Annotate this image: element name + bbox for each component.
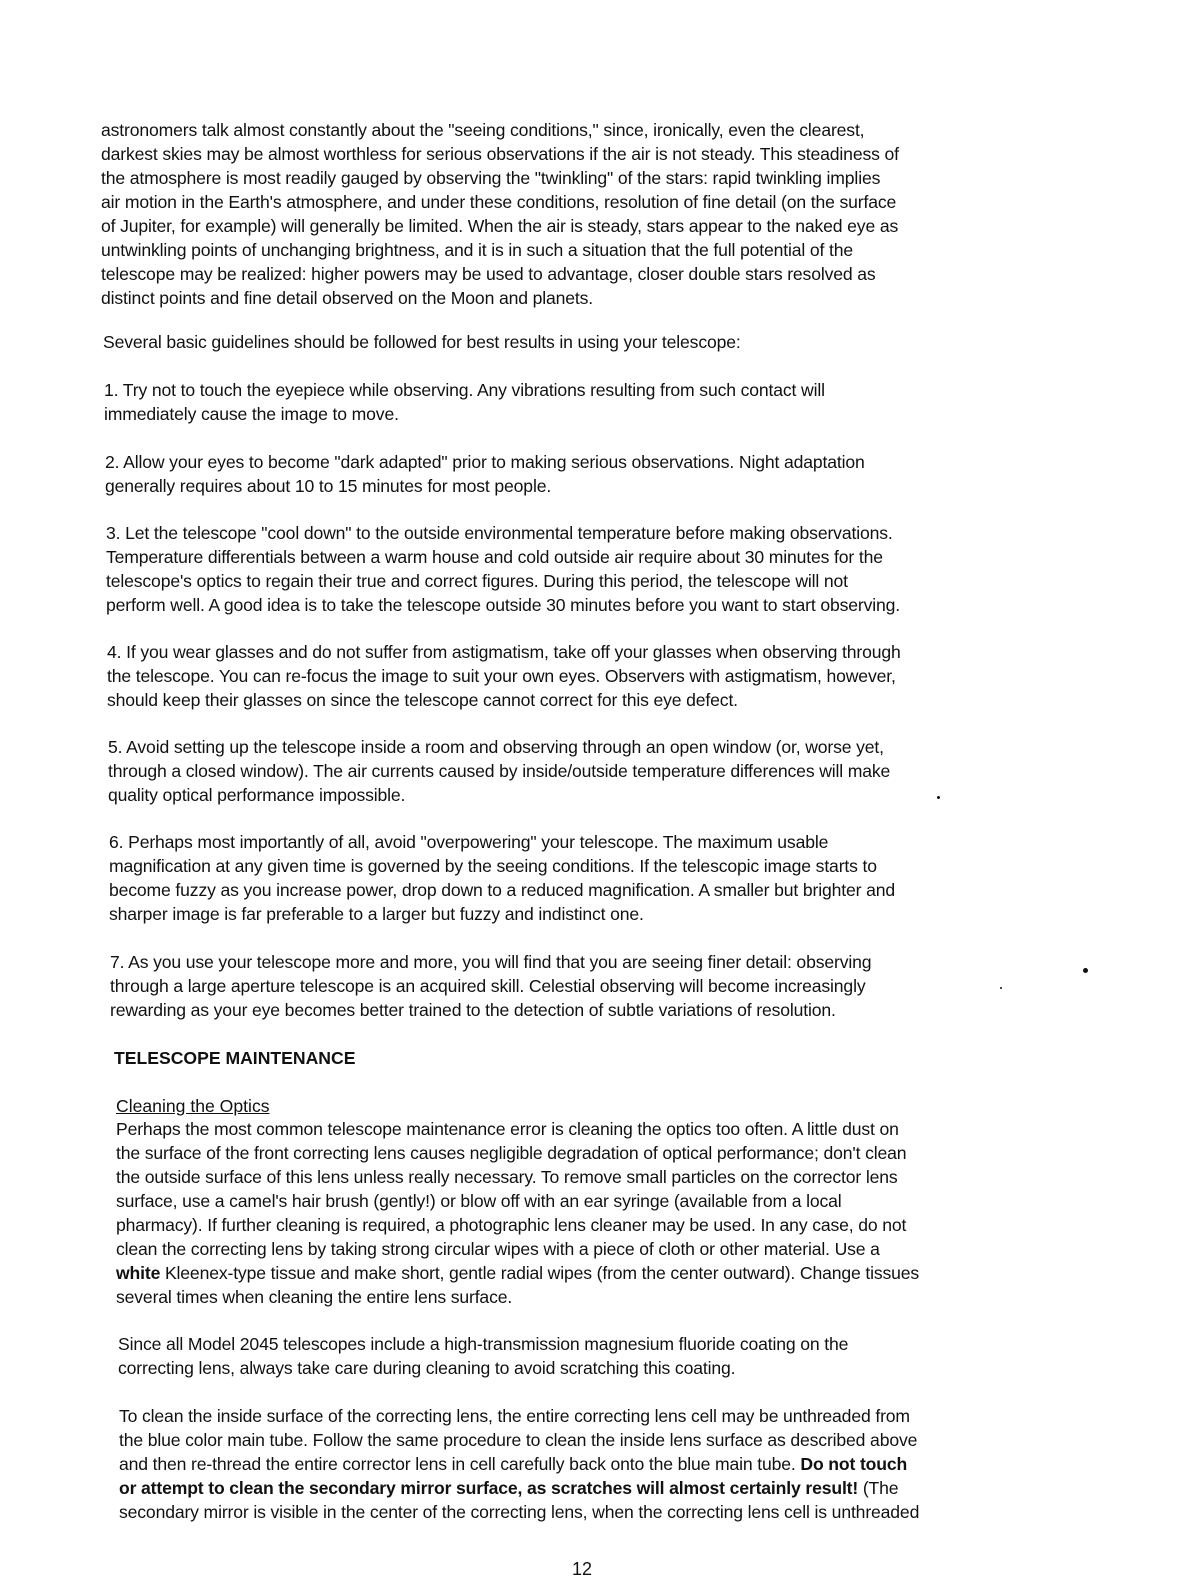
cleaning-paragraph-1-text-b: Kleenex-type tissue and make short, gentle radial wipes (from the center outward). Change tissues several times when cleaning the entire lens surface. [116, 1263, 920, 1307]
page-number: 12 [572, 1559, 593, 1579]
guideline-item-1: 1. Try not to touch the eyepiece while observing. Any vibrations resulting from such contact will immediately cause the image to move. [104, 380, 825, 424]
cleaning-paragraph-1-text-a: Perhaps the most common telescope maintenance error is cleaning the optics too often. A little dust on the surface of the front correcting lens causes negligible degradation of optical performance; don't clean the outside surface of this lens unless really necessary. To remove small particles on the corrector lens surface, use a camel's hair brush (gently!) or blow off with an ear syringe (available from a local pharmacy). If further cleaning is required, a photographic lens cleaner may be used. In any case, do not clean the correcting lens by taking strong circular wipes with a piece of cloth or other material. Use a [116, 1119, 907, 1259]
cleaning-paragraph-1 [116, 1117, 919, 1309]
guideline-item-6: 6. Perhaps most importantly of all, avoid "overpowering" your telescope. The maximum usable magnification at any given time is governed by the seeing conditions. If the telescopic image starts to become fuzzy as you increase power, drop down to a reduced magnification. A smaller but brighter and sharper image is far preferable to a larger but fuzzy and indistinct one. [109, 832, 895, 924]
cleaning-paragraph-3 [119, 1404, 919, 1524]
guideline-item-3: 3. Let the telescope "cool down" to the outside environmental temperature before making observations. Temperature differentials between a warm house and cold outside air require about 30 minutes for the telescope's optics to regain their true and correct figures. During this period, the telescope will not perform well. A good idea is to take the telescope outside 30 minutes before you want to start observing. [106, 523, 901, 615]
guideline-item-7: 7. As you use your telescope more and more, you will find that you are seeing finer detail: observing through a large aperture telescope is an acquired skill. Celestial observing will become increasingly rewarding as your eye becomes better trained to the detection of subtle variations of resolution. [110, 952, 872, 1020]
guideline-item-2: 2. Allow your eyes to become "dark adapted" prior to making serious observations. Night adaptation generally requires about 10 to 15 minutes for most people. [105, 452, 865, 496]
cleaning-paragraph-1-emphasis: white [116, 1263, 161, 1283]
scan-speck [937, 796, 940, 799]
guideline-item-5: 5. Avoid setting up the telescope inside a room and observing through an open window (or, worse yet, through a closed window). The air currents caused by inside/outside temperature differences will make quality optical performance impossible. [108, 737, 891, 805]
cleaning-paragraph-3-text-b: (The secondary mirror is visible in the center of the correcting lens, when the correcting lens cell is unthreaded [119, 1478, 920, 1522]
subsection-heading-cleaning-optics: Cleaning the Optics [116, 1096, 270, 1116]
section-heading-telescope-maintenance: TELESCOPE MAINTENANCE [114, 1048, 356, 1068]
scan-speck [1083, 968, 1088, 973]
cleaning-paragraph-3-warning: Do not touch or attempt to clean the secondary mirror surface, as scratches will almost certainly result! [119, 1454, 908, 1498]
cleaning-paragraph-3-text-a: To clean the inside surface of the correcting lens, the entire correcting lens cell may be unthreaded from the blue color main tube. Follow the same procedure to clean the inside lens surface as described above and then re-thread the entire corrector lens in cell carefully back onto the blue main tube. [119, 1406, 918, 1474]
cleaning-paragraph-2: Since all Model 2045 telescopes include a high-transmission magnesium fluoride coating on the correcting lens, always take care during cleaning to avoid scratching this coating. [118, 1334, 849, 1378]
guidelines-intro: Several basic guidelines should be followed for best results in using your telescope: [103, 332, 741, 352]
guideline-item-4: 4. If you wear glasses and do not suffer from astigmatism, take off your glasses when observing through the telescope. You can re-focus the image to suit your own eyes. Observers with astigmatism, however, should keep their glasses on since the telescope cannot correct for this eye defect. [107, 642, 901, 710]
intro-paragraph: astronomers talk almost constantly about the "seeing conditions," since, ironically, even the clearest, darkest skies may be almost worthless for serious observations if the air is not steady. This steadiness of the atmosphere is most readily gauged by observing the "twinkling" of the stars: rapid twinkling implies air motion in the Earth's atmosphere, and under these conditions, resolution of fine detail (on the surface of Jupiter, for example) will generally be limited. When the air is steady, stars appear to the naked eye as untwinkling points of unchanging brightness, and it is in such a situation that the full potential of the telescope may be realized: higher powers may be used to advantage, closer double stars resolved as distinct points and fine detail observed on the Moon and planets. [101, 120, 899, 308]
scan-speck [1000, 987, 1002, 989]
